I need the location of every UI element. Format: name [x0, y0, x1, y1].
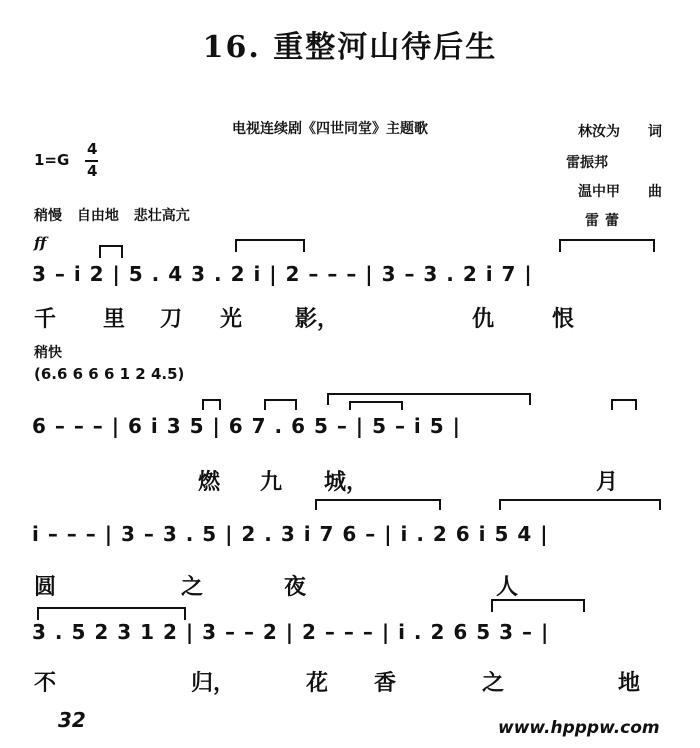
slur: [500, 500, 660, 510]
slur: [328, 394, 530, 405]
lyric-syllable: 香: [374, 670, 397, 696]
lyric-syllable: 花: [306, 670, 329, 696]
lyric-syllable: 归，: [191, 670, 236, 696]
lyric-syllable: 城，: [324, 469, 369, 495]
slur: [100, 246, 122, 258]
lyric-syllable: 光: [220, 306, 243, 332]
page-number: 32: [58, 708, 86, 732]
time-signature-numerator: 4: [87, 140, 98, 158]
song-title: 16. 重整河山待后生: [202, 30, 498, 65]
lyric-syllable: 夜: [284, 574, 307, 600]
lyric-syllable: 月: [596, 469, 619, 495]
key-signature: 1=G: [34, 151, 70, 169]
slur: [203, 400, 220, 410]
notation-line-2: 6 – – – | 6 i 3 5 | 6 7 . 6 5 – | 5 – i 5 |: [32, 414, 461, 438]
lyric-syllable: 仇: [472, 306, 495, 332]
notation-line-4: 3 . 5 2 3 1 2 | 3 – – 2 | 2 – – – | i . 2 6 5 3 – |: [32, 620, 550, 644]
lyric-syllable: 燃: [198, 469, 221, 495]
slur: [236, 240, 304, 252]
notation-line-1: 3 – i 2 | 5 . 4 3 . 2 i | 2 – – – | 3 – 3 . 2 i 7 |: [32, 262, 533, 286]
tempo-marking-faster: 稍快: [34, 345, 62, 361]
lyric-syllable: 里: [103, 306, 126, 332]
composer-name-3: 雷蕾: [585, 213, 625, 229]
composer-name-1: 雷振邦: [566, 155, 608, 171]
intro-phrase: (6.6 6 6 6 1 2 4.5): [34, 365, 185, 383]
lyric-syllable: 千: [34, 306, 57, 332]
slur: [492, 600, 584, 612]
lyric-syllable: 地: [618, 670, 641, 696]
lyric-syllable: 圆: [34, 574, 57, 600]
song-subtitle: 电视连续剧《四世同堂》主题歌: [232, 121, 428, 137]
lyric-syllable: 不: [34, 670, 57, 696]
dynamic-marking: ff: [34, 234, 47, 252]
lyricist-name: 林汝为: [578, 124, 620, 140]
time-signature-denominator: 4: [87, 162, 98, 180]
slur: [350, 402, 402, 410]
lyric-syllable: 九: [260, 469, 283, 495]
lyric-syllable: 之: [482, 670, 505, 696]
lyric-syllable: 刀: [160, 306, 183, 332]
slur: [612, 400, 636, 410]
slur: [316, 500, 440, 510]
slur: [38, 608, 185, 620]
lyric-syllable: 恨: [552, 306, 575, 332]
composer-name-2: 温中甲: [578, 184, 620, 200]
lyric-syllable: 影，: [295, 306, 340, 332]
tempo-marking-opening: 稍慢 自由地 悲壮高亢: [34, 208, 190, 224]
lyric-syllable: 人: [496, 574, 519, 600]
notation-line-3: i – – – | 3 – 3 . 5 | 2 . 3 i 7 6 – | i . 2 6 i 5 4 |: [32, 522, 549, 546]
slur: [560, 240, 654, 252]
slur: [265, 400, 296, 410]
lyricist-role: 词: [648, 124, 662, 140]
composer-role: 曲: [648, 184, 662, 200]
watermark: www.hpppw.com: [498, 718, 660, 738]
lyric-syllable: 之: [181, 574, 204, 600]
